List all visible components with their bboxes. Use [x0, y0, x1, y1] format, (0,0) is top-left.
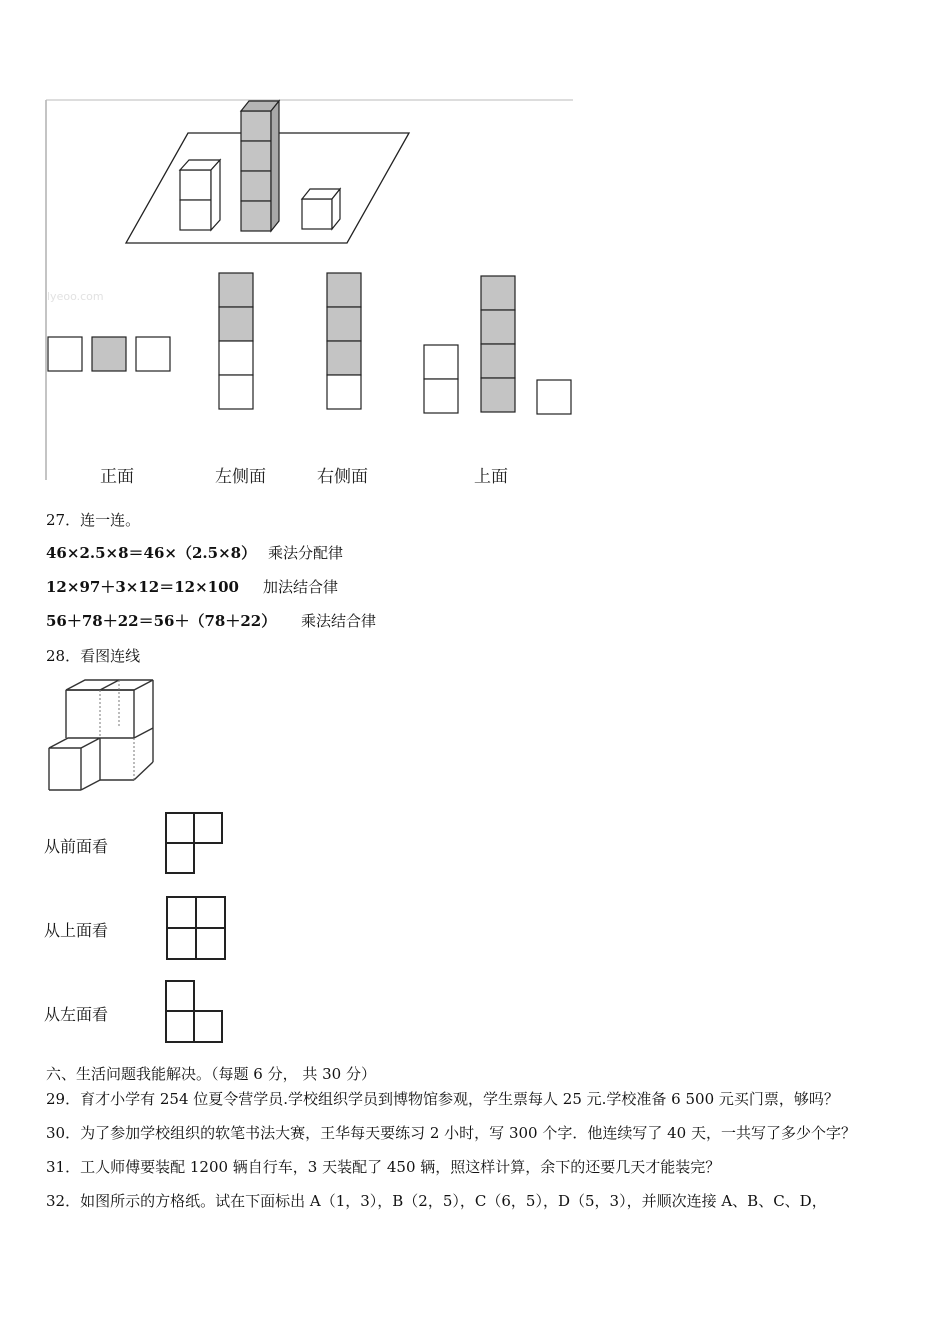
front-view: [47, 336, 177, 376]
q27-expr-1: 46×2.5×8＝46×（2.5×8）: [46, 544, 257, 562]
left-side-view: [218, 272, 258, 417]
q28-view-top-label: 从上面看: [44, 921, 109, 940]
q28-top-view-shape: [165, 895, 227, 961]
section6-heading: 六、生活问题我能解决。（每题 6 分， 共 30 分）: [46, 1065, 376, 1083]
q28-view-left-label: 从左面看: [44, 1005, 109, 1024]
label-left-side: 左侧面: [215, 467, 266, 487]
right-side-view: [326, 272, 366, 417]
q28-left-view-shape: [164, 979, 226, 1045]
q27-law-1: 乘法分配律: [268, 544, 344, 562]
q28-solid-figure: [44, 678, 164, 798]
q28-front-view-shape: [164, 811, 226, 877]
watermark: lyeoo.com: [47, 290, 104, 303]
cube-stack-perspective: [0, 0, 600, 260]
question-32: 32．如图所示的方格纸。试在下面标出 A（1，3），B（2，5），C（6，5），D（5，3），并顺次连接 A、B、C、D，: [46, 1192, 827, 1210]
label-front: 正面: [100, 467, 134, 487]
q27-law-3: 乘法结合律: [301, 612, 377, 630]
question-30: 30．为了参加学校组织的软笔书法大赛，王华每天要练习 2 小时，写 300 个字．他连续写了 40 天，一共写了多少个字？: [46, 1124, 856, 1142]
left-cube-column: [180, 160, 220, 230]
cube-views-figure: [0, 0, 600, 500]
label-right-side: 右侧面: [317, 467, 368, 487]
question-31: 31．工人师傅要装配 1200 辆自行车，3 天装配了 450 辆，照这样计算，余下的还要几天才能装完？: [46, 1158, 721, 1176]
q27-title: 27．连一连。: [46, 511, 141, 529]
label-top: 上面: [474, 467, 508, 487]
q27-expr-2: 12×97＋3×12＝12×100: [46, 578, 239, 596]
q28-view-front-label: 从前面看: [44, 837, 109, 856]
center-cube-column: [241, 101, 279, 231]
right-cube: [302, 189, 340, 229]
q27-expr-3: 56＋78＋22＝56＋（78＋22）: [46, 612, 277, 630]
question-29: 29．育才小学有 254 位夏令营学员.学校组织学员到博物馆参观，学生票每人 25 元.学校准备 6 500 元买门票，够吗？: [46, 1090, 839, 1108]
top-view: [423, 274, 583, 419]
q28-title: 28．看图连线: [46, 647, 141, 665]
q27-law-2: 加法结合律: [263, 578, 339, 596]
